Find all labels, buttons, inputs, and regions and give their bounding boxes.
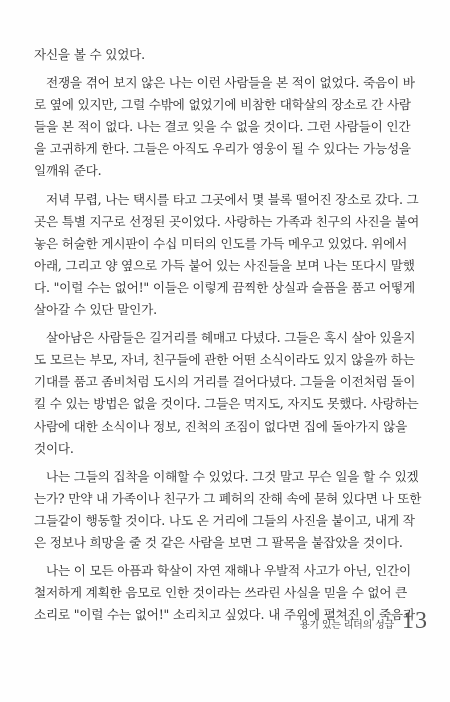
page-footer [300,608,428,635]
paragraph [34,44,426,66]
text-line: 아래, 그리고 양 옆으로 가득 붙어 있는 사진들을 보며 나는 또다시 말했 [34,257,415,273]
text-line: 들을 본 적이 없다. 나는 결코 잊을 수 없을 것이다. 그런 사람들이 인간 [34,119,411,135]
text-line: 자신을 볼 수 있었다. [34,47,145,62]
page-number: 13 [402,608,428,634]
paragraph [34,189,426,322]
text-line: 것이다. [34,440,74,456]
text-line: 도 모르는 부모, 자녀, 친구들에 관한 어떤 소식이라도 있지 않을까 하는 [34,352,415,368]
text-line: 사람에 대한 소식이나 정보, 진척의 조짐이 없다면 집에 돌아가지 않을 [34,418,408,434]
paragraph [34,466,426,554]
text-line: 소리로 "이럴 수는 없어!" 소리치고 싶었다. 내 주위에 펼쳐진 이 죽음과 [34,607,415,623]
text-line: 나는 이 모든 아픔과 학살이 자연 재해나 우발적 사고가 아닌, 인간이 [46,563,411,579]
text-line: 살아갈 수 있단 말인가. [34,302,157,318]
text-line: 로 옆에 있지만, 그럴 수밖에 없었기에 비참한 대학살의 장소로 간 사람 [34,97,411,113]
text-line: 전쟁을 겪어 보지 않은 나는 이런 사람들을 본 적이 없었다. 죽음이 바 [46,75,415,91]
paragraph [34,327,426,460]
text-line: 그들같이 행동할 것이다. 나도 온 거리에 그들의 사진을 붙이고, 내게 작 [34,512,415,528]
text-line: 저녁 무렵, 나는 택시를 타고 그곳에서 몇 블록 떨어진 장소로 갔다. 그 [46,191,419,207]
text-line: 일깨워 준다. [34,163,102,179]
text-line: 놓은 허술한 게시판이 수십 미터의 인도를 가득 메우고 있었다. 위에서 [34,235,408,251]
text-line: 은 정보나 희망을 줄 것 같은 사람을 보면 그 팔목을 붙잡았을 것이다. [34,534,403,550]
text-line: 철저하게 계획한 음모로 인한 것이라는 쓰라린 사실을 믿을 수 없어 큰 [34,585,408,601]
text-line: 킬 수 있는 방법은 없을 것이다. 그들은 먹지도, 자지도 못했다. 사랑하는 [34,396,419,412]
text-line: 을 고귀하게 한다. 그들은 아직도 우리가 영웅이 될 수 있다는 가능성을 [34,141,411,157]
text-line: 기대를 품고 좀비처럼 도시의 거리를 걸어다녔다. 그들을 이전처럼 돌이 [34,374,416,390]
text-line: 곳은 특별 지구로 선정된 곳이었다. 사랑하는 가족과 친구의 사진을 붙여 [34,213,420,229]
paragraph [34,72,426,182]
running-title: 용기 있는 리더의 성급 [299,620,394,631]
text-line: 나는 그들의 집착을 이해할 수 있었다. 그것 말고 무슨 일을 할 수 있겠 [46,468,419,484]
body-text [34,44,426,626]
text-line: 다. "이럴 수는 없어!" 이들은 이렇게 끔찍한 상실과 슬픔을 품고 어떻게 [34,279,415,295]
text-line: 는가? 만약 내 가족이나 친구가 그 폐허의 잔해 속에 묻혀 있다면 나 또한 [34,490,422,506]
text-line: 살아남은 사람들은 길거리를 헤매고 다녔다. 그들은 혹시 살아 있을지 [46,330,416,346]
